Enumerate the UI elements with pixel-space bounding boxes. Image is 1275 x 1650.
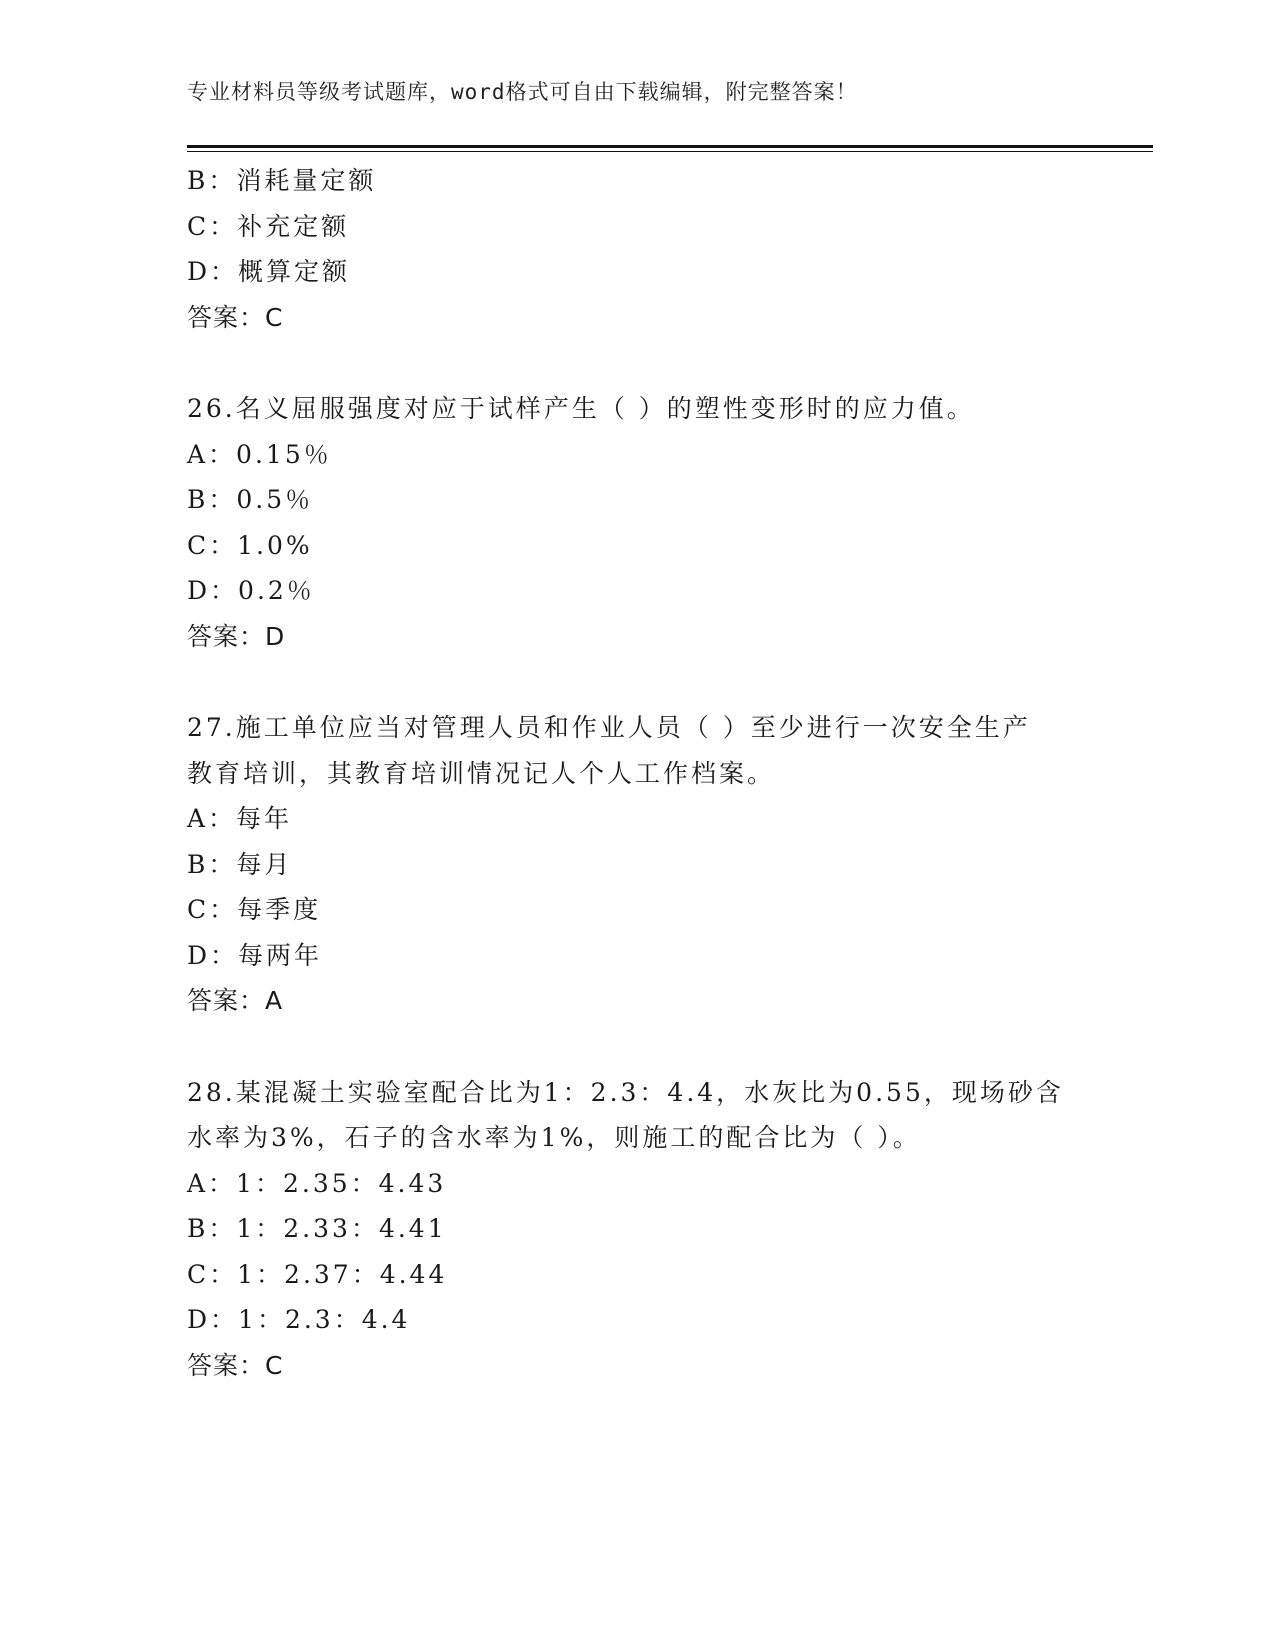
block-spacer [187, 340, 1087, 386]
option-item: A：每年 [187, 804, 293, 833]
option-item: D：1：2.3：4.4 [187, 1305, 411, 1334]
option-item: B：0.5％ [187, 485, 314, 514]
option-item: A：0.15％ [187, 439, 332, 469]
option-item: C：1：2.37：4.44 [187, 1259, 448, 1289]
header-rule-thick [187, 145, 1153, 148]
question-block [187, 705, 1087, 1070]
question-text: 26.名义屈服强度对应于试样产生（ ）的塑性变形时的应力值。 [187, 394, 975, 423]
option-item: C：补充定额 [187, 211, 350, 241]
option-item: D：每两年 [187, 940, 323, 970]
question-list [187, 158, 1087, 1388]
block-spacer [187, 659, 1087, 705]
option-item: C：1.0% [187, 530, 313, 560]
option-item: A：1：2.35：4.43 [187, 1168, 447, 1198]
option-item: D：概算定额 [187, 257, 351, 286]
option-item: B：每月 [187, 849, 293, 879]
answer-line: 答案：A [187, 986, 284, 1015]
question-block [187, 158, 1087, 386]
block-spacer [187, 1024, 1087, 1070]
answer-line: 答案：C [187, 302, 284, 332]
answer-line: 答案：C [187, 1350, 284, 1380]
question-block [187, 1070, 1087, 1389]
option-item: B：消耗量定额 [187, 166, 377, 195]
header-rule-thin [187, 151, 1153, 152]
question-text: 27.施工单位应当对管理人员和作业人员（ ）至少进行一次安全生产 [187, 713, 1031, 742]
question-block [187, 386, 1087, 705]
option-item: B：1：2.33：4.41 [187, 1214, 447, 1243]
question-text: 水率为3%，石子的含水率为1%，则施工的配合比为（ ）。 [187, 1123, 921, 1152]
question-text: 28.某混凝土实验室配合比为1：2.3：4.4，水灰比为0.55，现场砂含 [187, 1077, 1064, 1107]
option-item: D：0.2％ [187, 576, 315, 605]
answer-line: 答案：D [187, 621, 286, 651]
option-item: C：每季度 [187, 895, 322, 924]
question-text: 教育培训，其教育培训情况记人个人工作档案。 [187, 758, 776, 788]
page-header: 专业材料员等级考试题库，word格式可自由下载编辑，附完整答案！ [187, 80, 858, 104]
